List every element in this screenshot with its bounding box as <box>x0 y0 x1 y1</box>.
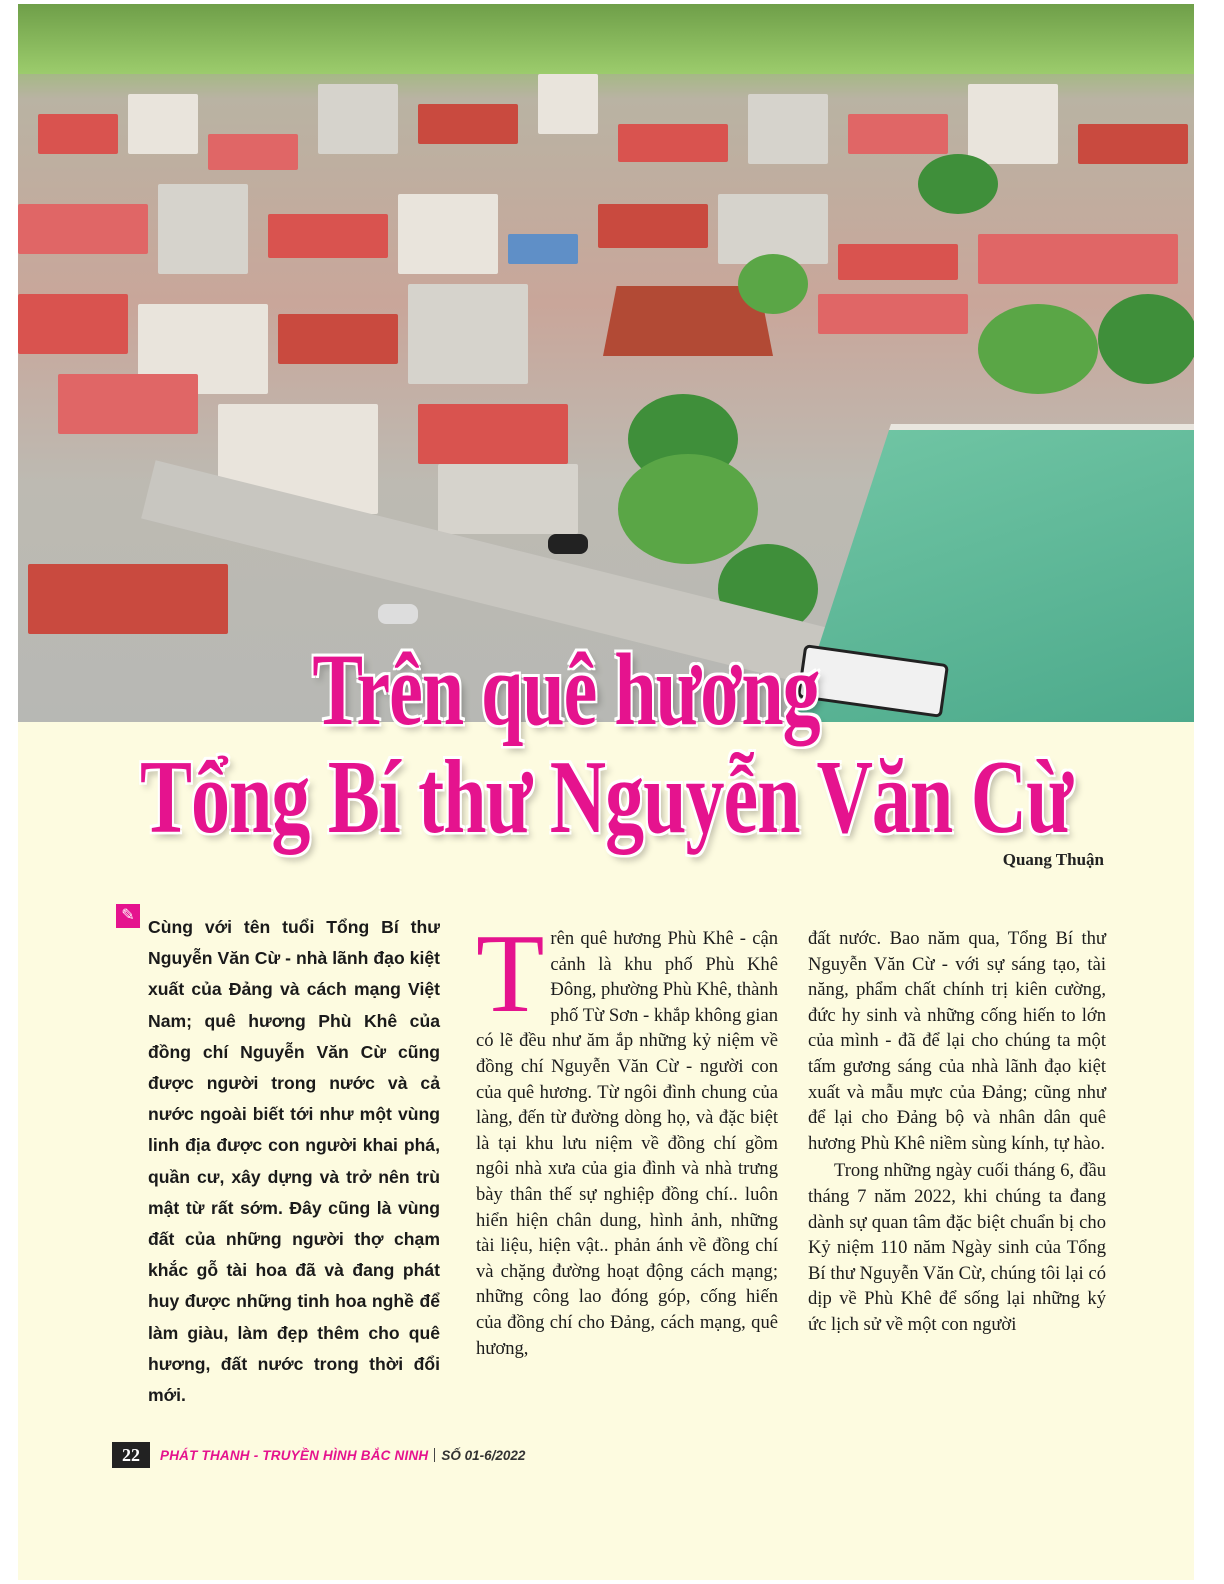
rice-field <box>18 4 1194 74</box>
article-title-line-1: Trên quê hương <box>312 633 820 747</box>
page-number: 22 <box>112 1442 150 1468</box>
house-roof <box>508 234 578 264</box>
house-roof <box>208 134 298 170</box>
house-roof <box>848 114 948 154</box>
house-roof <box>438 464 578 534</box>
house-roof <box>158 184 248 274</box>
body-column-1 <box>476 912 778 1361</box>
house-roof <box>38 114 118 154</box>
drop-cap: T <box>476 912 545 1036</box>
author-byline: Quang Thuận <box>1002 850 1104 869</box>
house-roof <box>128 94 198 154</box>
pen-nib-icon: ✎ <box>116 904 140 928</box>
house-roof <box>968 84 1058 164</box>
tree <box>978 304 1098 394</box>
house-roof <box>818 294 968 334</box>
body-paragraph: Trong những ngày cuối tháng 6, đầu tháng 7 năm 2022, khi chúng ta đang dành sự quan tâm đặc biệt chuẩn bị cho Kỷ niệm 110 năm Ngày sinh của Tổng Bí thư Nguyễn Văn Cừ, chúng tôi lại có dịp về Phù Khê để sống lại những ký ức lịch sử về một con người <box>808 1160 1106 1335</box>
house-roof <box>318 84 398 154</box>
house-roof <box>618 124 728 162</box>
house-roof <box>268 214 388 258</box>
car <box>548 534 588 554</box>
tree <box>918 154 998 214</box>
footer-divider <box>434 1448 435 1462</box>
house-roof <box>58 374 198 434</box>
house-roof <box>418 404 568 464</box>
page-footer <box>112 1441 525 1469</box>
house-roof <box>978 234 1178 284</box>
issue-number: SỐ 01-6/2022 <box>441 1447 526 1463</box>
tree <box>618 454 758 564</box>
house-roof <box>398 194 498 274</box>
house-roof <box>408 284 528 384</box>
article-title-line-2: Tổng Bí thư Nguyễn Văn Cừ <box>140 737 1072 855</box>
house-roof <box>538 74 598 134</box>
house-roof <box>18 204 148 254</box>
house-roof <box>278 314 398 364</box>
house-roof <box>838 244 958 280</box>
house-roof <box>28 564 228 634</box>
house-roof <box>598 204 708 248</box>
aerial-village-photo <box>18 4 1194 722</box>
house-roof <box>1078 124 1188 164</box>
body-column-1-text: rên quê hương Phù Khê - cận cảnh là khu phố Phù Khê Đông, phường Phù Khê, thành phố Từ Sơn - khắp không gian có lẽ đều như ăm ắp những kỷ niệm về đồng chí Nguyễn Văn Cừ - người con của quê hương. Từ ngôi đình chung của làng, đến từ đường dòng họ, và đặc biệt là tại khu lưu niệm về đồng chí gồm ngôi nhà xưa của gia đình và nhà trưng bày thân thế sự nghiệp đồng chí.. luôn hiển hiện chân dung, hình ảnh, những tài liệu, hiện vật.. phản ánh về đồng chí và chặng đường hoạt động cách mạng; những công lao đóng góp, cống hiến của đồng chí cho Đảng, cách mạng, quê hương, <box>476 928 778 1359</box>
tree <box>1098 294 1194 384</box>
house-roof <box>748 94 828 164</box>
article-sapo: Cùng với tên tuổi Tổng Bí thư Nguyễn Văn Cừ - nhà lãnh đạo kiệt xuất của Đảng và cách mạng Việt Nam; quê hương Phù Khê của đồng chí Nguyễn Văn Cừ cũng được người trong nước và cả nước ngoài biết tới như một vùng linh địa được con người khai phá, quần cư, xây dựng và trở nên trù mật từ rất sớm. Đây cũng là vùng đất của những người thợ chạm khắc gỗ tài hoa đã và đang phát huy được những tinh hoa nghề để làm giàu, làm đẹp thêm cho quê hương, đất nước trong thời đổi mới. <box>148 917 440 1406</box>
magazine-page <box>18 4 1194 1580</box>
body-column-2 <box>808 926 1106 1338</box>
house-roof <box>18 294 128 354</box>
publication-name: PHÁT THANH - TRUYỀN HÌNH BẮC NINH <box>160 1447 429 1463</box>
house-roof <box>418 104 518 144</box>
car <box>378 604 418 624</box>
tree <box>738 254 808 314</box>
body-paragraph: đất nước. Bao năm qua, Tổng Bí thư Nguyễn Văn Cừ - với sự sáng tạo, tài năng, phẩm chất chính trị kiên cường, đức hy sinh và những cống hiến to lớn của mình - đã để lại cho chúng ta một tấm gương sáng của nhà lãnh đạo kiệt xuất và mẫu mực của Đảng; cũng như để lại cho Đảng bộ và nhân dân quê hương Phù Khê niềm sùng kính, tự hào. <box>808 928 1106 1154</box>
